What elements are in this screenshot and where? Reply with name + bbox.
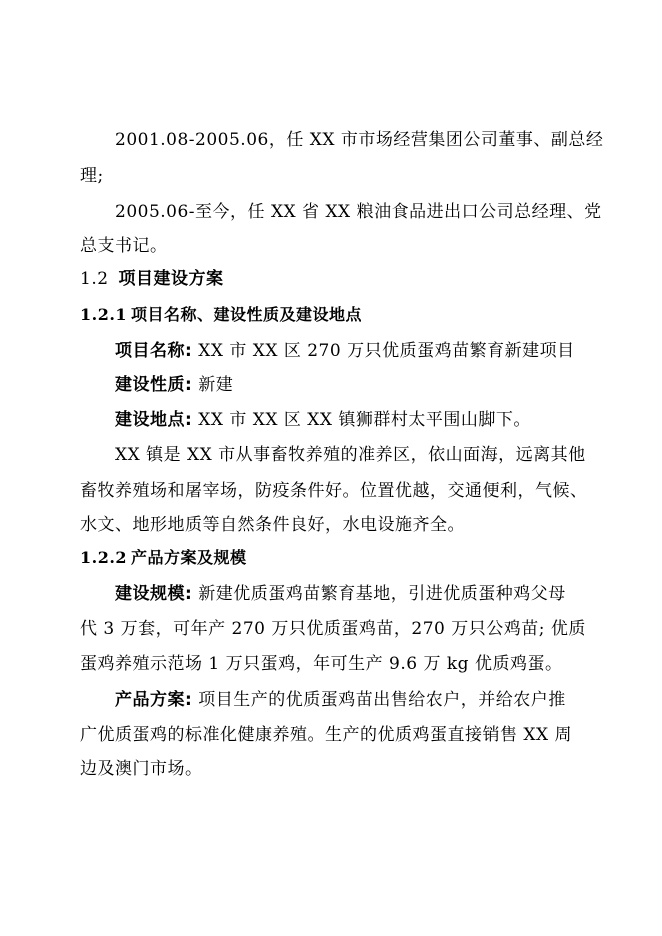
product-label: 产品方案: [115,690,193,710]
location-line [115,408,531,432]
scale-line-1 [115,582,566,606]
subsection-heading-1 [80,303,362,327]
section-number: 1.2 [80,269,109,289]
product-text-1: 项目生产的优质蛋鸡苗出售给农户，并给农户推 [192,690,566,710]
scale-label: 建设规模: [115,584,193,604]
section-title: 项目建设方案 [118,269,224,289]
career-line-1b: 理; [80,166,104,186]
subsection-title-2: 产品方案及规模 [131,548,247,567]
location-value: XX 市 XX 区 XX 镇狮群村太平围山脚下。 [192,410,531,430]
career-line-2a: 2005.06-至今，任 XX 省 XX 粮油食品进出口公司总经理、党 [115,202,602,222]
product-line-2: 广优质蛋鸡的标准化健康养殖。生产的优质鸡蛋直接销售 XX 周 [80,725,573,745]
project-name-label: 项目名称: [115,341,193,361]
scale-line-3: 蛋鸡养殖示范场 1 万只蛋鸡，年可生产 9.6 万 kg 优质鸡蛋。 [80,654,563,674]
nature-value: 新建 [192,375,234,395]
location-desc-line-3: 水文、地形地质等自然条件良好，水电设施齐全。 [80,515,465,535]
project-name-value: XX 市 XX 区 270 万只优质蛋鸡苗繁育新建项目 [192,341,575,361]
section-heading [80,267,224,291]
location-desc-line-2: 畜牧养殖场和屠宰场，防疫条件好。位置优越，交通便利，气候、 [80,481,588,501]
location-desc-line-1: XX 镇是 XX 市从事畜牧养殖的准养区，依山面海，远离其他 [115,445,586,465]
subsection-title-1: 项目名称、建设性质及建设地点 [131,305,363,324]
nature-line [115,373,233,397]
subsection-number-2: 1.2.2 [80,548,128,567]
subsection-heading-2 [80,546,247,570]
location-label: 建设地点: [115,410,193,430]
career-line-1a: 2001.08-2005.06，任 XX 市市场经营集团公司董事、副总经 [115,130,604,150]
career-line-2b: 总支书记。 [80,236,168,256]
scale-line-2: 代 3 万套，可年产 270 万只优质蛋鸡苗，270 万只公鸡苗; 优质 [80,619,586,639]
subsection-number-1: 1.2.1 [80,305,128,324]
product-line-1 [115,688,566,712]
project-name-line [115,339,575,363]
product-line-3: 边及澳门市场。 [80,759,203,779]
scale-text-1: 新建优质蛋鸡苗繁育基地，引进优质蛋种鸡父母 [192,584,566,604]
nature-label: 建设性质: [115,375,193,395]
